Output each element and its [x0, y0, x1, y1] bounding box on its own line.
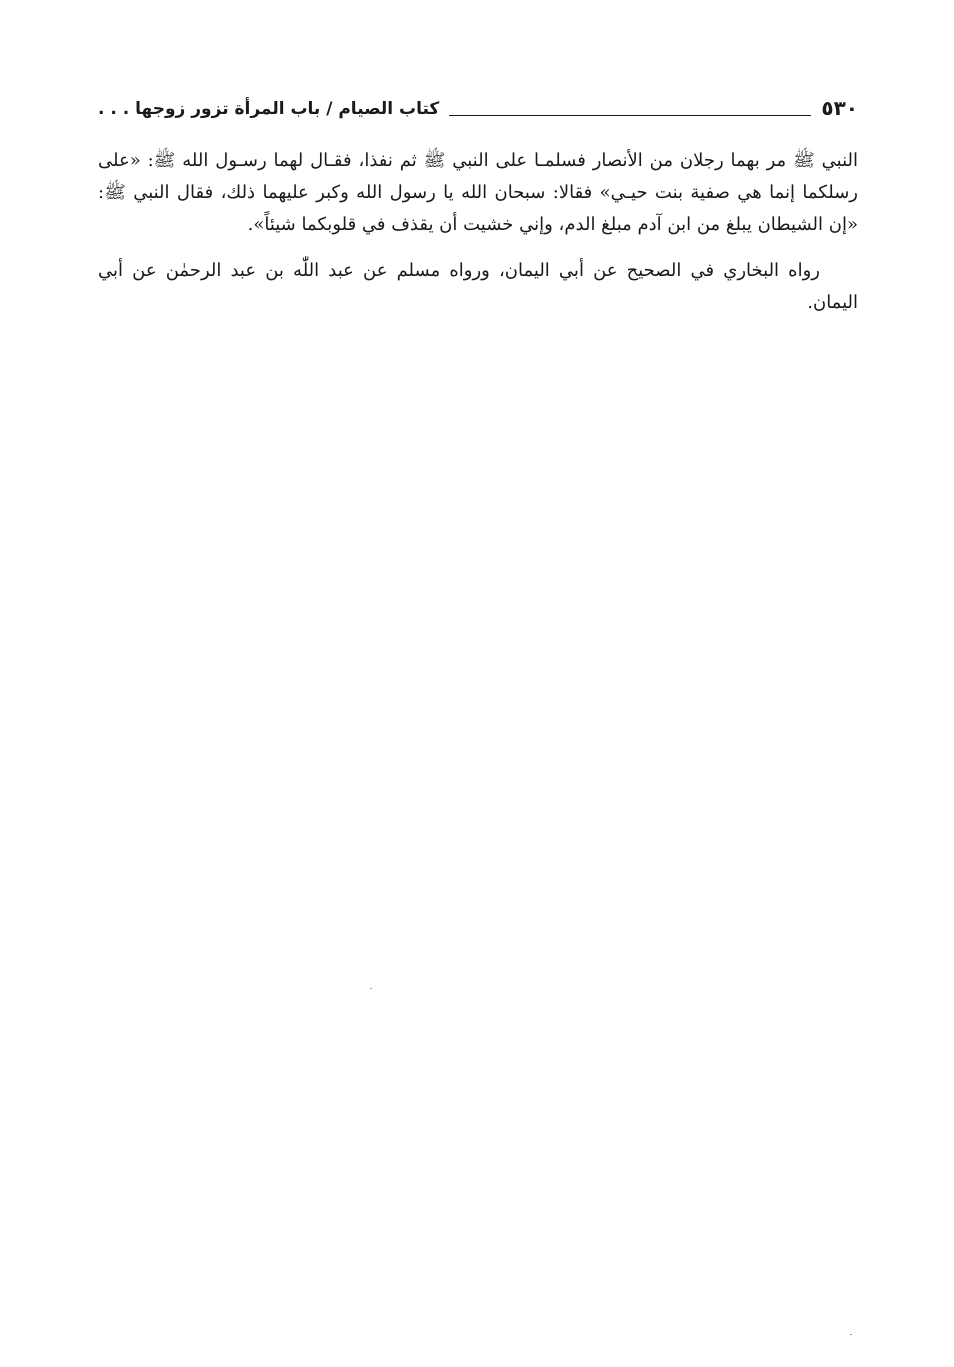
scan-speck [370, 988, 372, 989]
main-text [98, 145, 858, 319]
running-header [98, 86, 858, 122]
header-rule [449, 115, 811, 116]
running-title: كتاب الصيام / باب المرأة تزور زوجها . . . [98, 99, 440, 119]
hadith-paragraph: النبي ﷺ مر بهما رجلان من الأنصار فسلمـا على النبي ﷺ ثم نفذا، فقـال لهما رسـول الله ﷺ: «على رسلكما إنما هي صفية بنت حيـي» فقالا: سبحان الله يا رسول الله وكبر عليهما ذلك، فقال النبي ﷺ: «إن الشيطان يبلغ من ابن آدم مبلغ الدم، وإني خشيت أن يقذف في قلوبكما شيئاً». [98, 150, 858, 235]
source-paragraph: رواه البخاري في الصحيح عن أبي اليمان، ورواه مسلم عن عبد اللّٰه بن عبد الرحمٰن عن أبي اليمان. [98, 260, 858, 313]
scan-speck [850, 1334, 852, 1335]
page-number: ٥٣٠ [821, 96, 858, 120]
